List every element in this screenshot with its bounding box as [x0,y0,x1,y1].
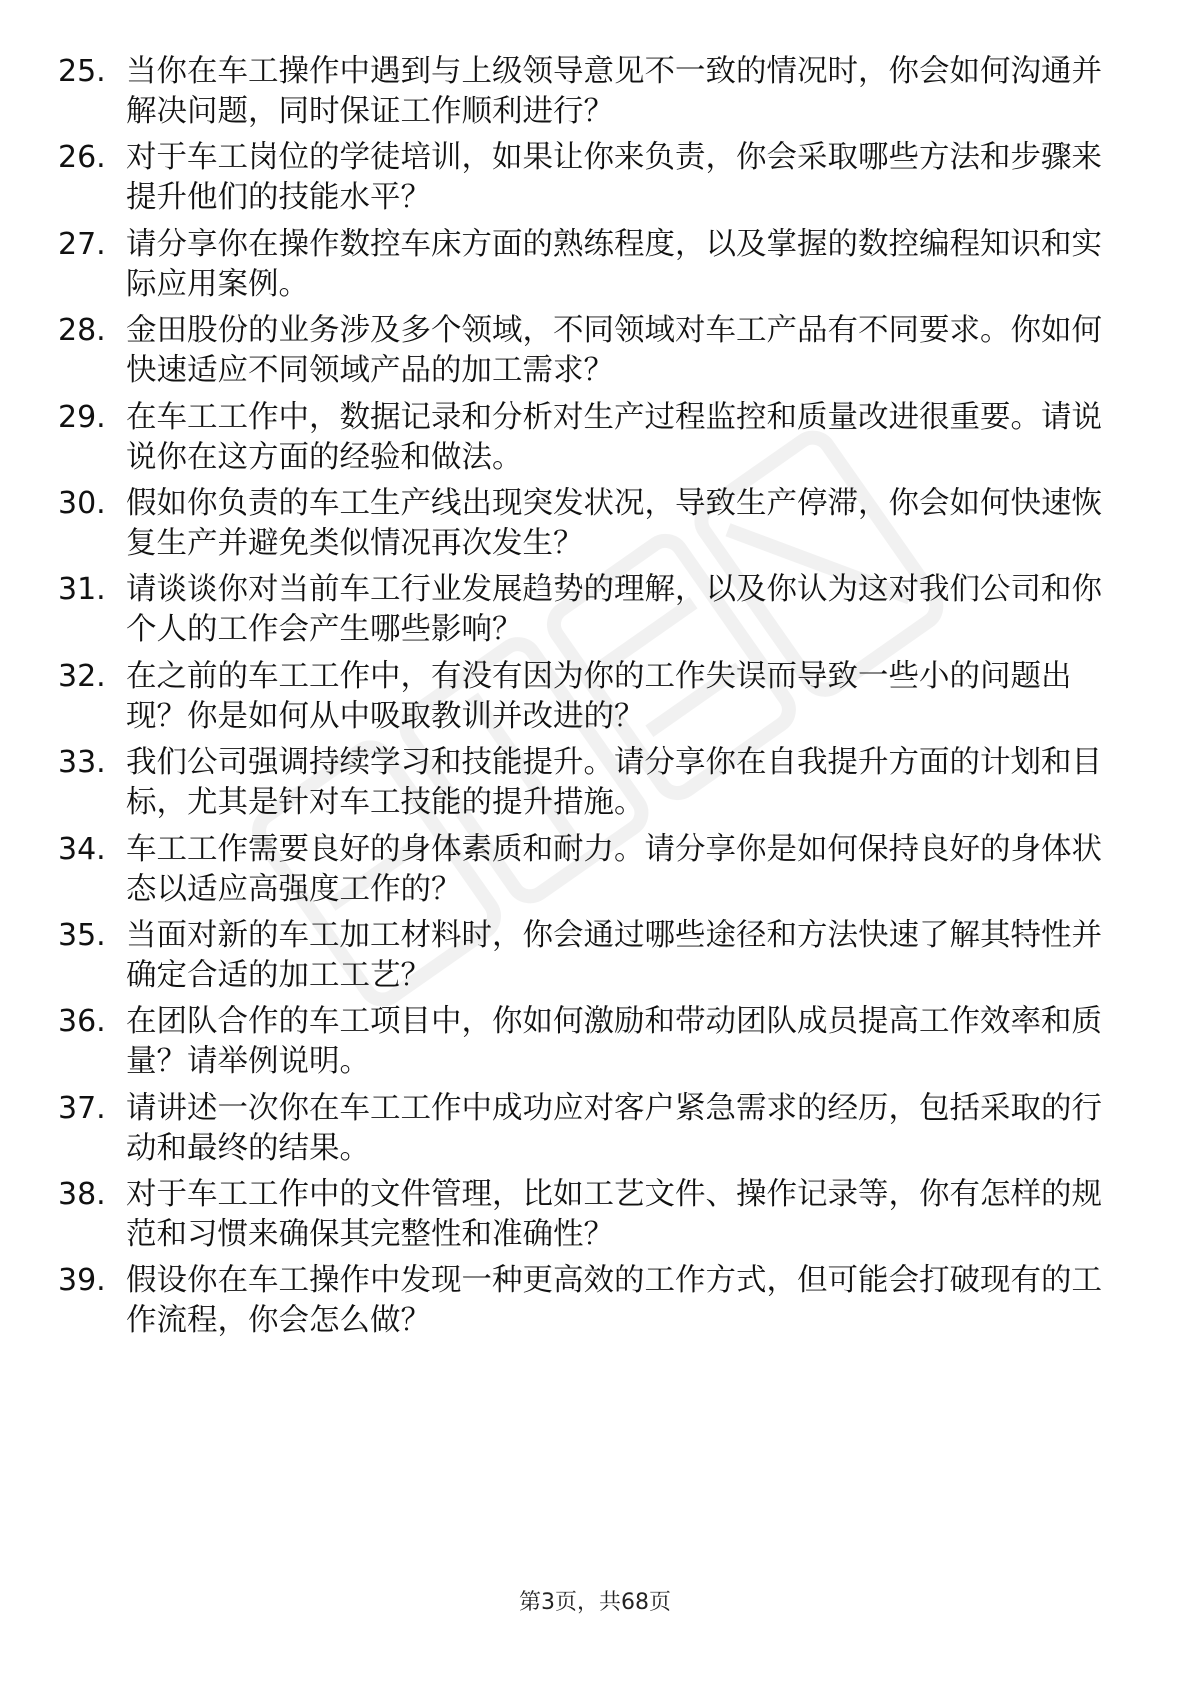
page-number-footer: 第3页，共68页 [519,1590,671,1615]
question-number: 32. [58,658,106,694]
question-item [58,52,1118,138]
question-text: 请分享你在操作数控车床方面的熟练程度，以及掌握的数控编程知识和实际应用案例。 [126,226,1102,302]
question-text: 我们公司强调持续学习和技能提升。请分享你在自我提升方面的计划和目标，尤其是针对车工技能的提升措施。 [126,745,1102,821]
question-number: 39. [58,1263,106,1299]
question-item [58,830,1118,916]
question-number: 34. [58,831,106,867]
question-number: 28. [58,313,106,349]
question-text: 在之前的车工工作中，有没有因为你的工作失误而导致一些小的问题出现？你是如何从中吸取教训并改进的？ [126,658,1072,734]
question-item [58,657,1118,743]
question-item [58,916,1118,1002]
question-text: 当你在车工操作中遇到与上级领导意见不一致的情况时，你会如何沟通并解决问题，同时保证工作顺利进行？ [126,54,1102,129]
question-item [58,398,1118,484]
question-item [58,1175,1118,1261]
question-text: 请讲述一次你在车工工作中成功应对客户紧急需求的经历，包括采取的行动和最终的结果。 [126,1090,1102,1166]
question-text: 假如你负责的车工生产线出现突发状况，导致生产停滞，你会如何快速恢复生产并避免类似情况再次发生？ [126,485,1102,561]
question-list [58,52,1118,1348]
question-text: 在车工工作中，数据记录和分析对生产过程监控和质量改进很重要。请说说你在这方面的经验和做法。 [126,399,1102,475]
question-text: 请谈谈你对当前车工行业发展趋势的理解，以及你认为这对我们公司和你个人的工作会产生哪些影响？ [126,572,1102,648]
question-number: 30. [58,485,106,521]
question-item [58,743,1118,829]
question-item [58,1261,1118,1347]
question-text: 在团队合作的车工项目中，你如何激励和带动团队成员提高工作效率和质量？请举例说明。 [126,1004,1102,1080]
question-number: 26. [58,140,106,176]
question-number: 35. [58,917,106,953]
question-item [58,225,1118,311]
question-text: 对于车工岗位的学徒培训，如果让你来负责，你会采取哪些方法和步骤来提升他们的技能水平？ [126,140,1102,216]
question-number: 25. [58,54,106,89]
question-item [58,570,1118,656]
question-item [58,138,1118,224]
question-text: 金田股份的业务涉及多个领域，不同领域对车工产品有不同要求。你如何快速适应不同领域产品的加工需求？ [126,313,1102,389]
question-number: 27. [58,226,106,262]
question-item [58,1089,1118,1175]
question-number: 38. [58,1177,106,1213]
question-item [58,484,1118,570]
question-text: 对于车工工作中的文件管理，比如工艺文件、操作记录等，你有怎样的规范和习惯来确保其完整性和准确性？ [126,1177,1102,1253]
question-number: 33. [58,745,106,781]
question-number: 31. [58,572,106,608]
question-number: 37. [58,1090,106,1126]
question-text: 车工工作需要良好的身体素质和耐力。请分享你是如何保持良好的身体状态以适应高强度工作的？ [126,831,1102,907]
question-item [58,311,1118,397]
question-text: 当面对新的车工加工材料时，你会通过哪些途径和方法快速了解其特性并确定合适的加工工艺？ [126,917,1102,993]
question-number: 36. [58,1004,106,1040]
question-item [58,1002,1118,1088]
question-number: 29. [58,399,106,435]
question-text: 假设你在车工操作中发现一种更高效的工作方式，但可能会打破现有的工作流程，你会怎么做？ [126,1263,1102,1339]
